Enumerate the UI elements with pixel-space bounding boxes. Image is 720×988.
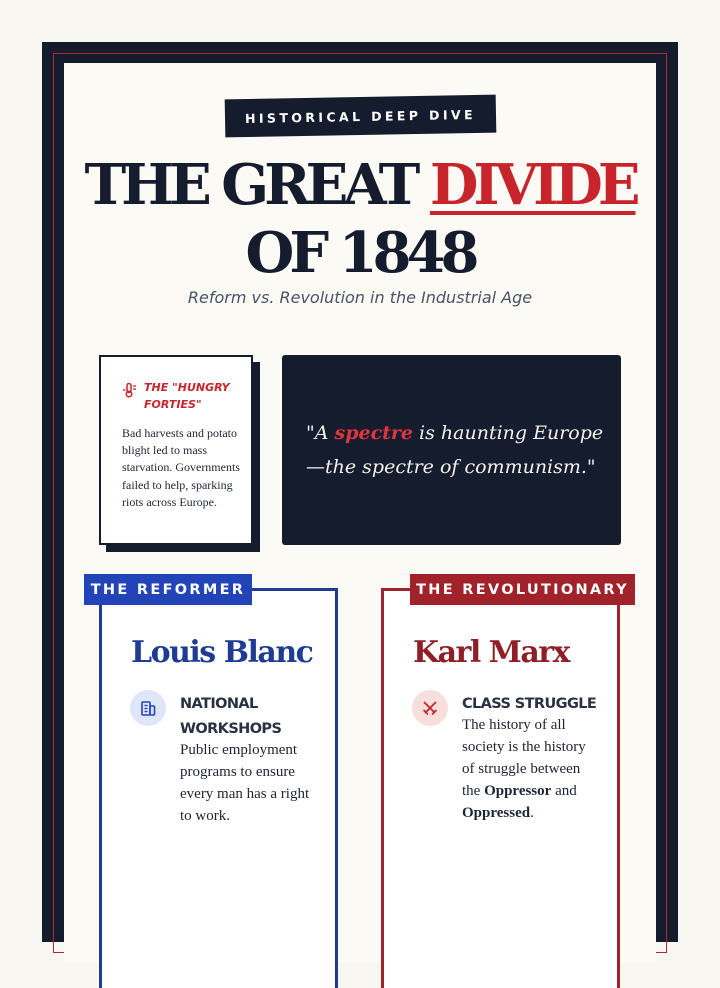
quote-after: is haunting Europe —the spectre of communism.": [306, 422, 604, 478]
reformer-name: Louis Blanc: [131, 635, 313, 670]
title-highlight: DIVIDE: [429, 152, 636, 218]
reformer-point-title: NATIONAL WORKSHOPS: [180, 696, 282, 737]
fact-card-title: THE "HUNGRY FORTIES": [144, 381, 230, 411]
page-title: [0, 150, 720, 220]
revolutionary-body-intro: The history of all society is the history of struggle between the: [462, 717, 586, 799]
building-icon-glyph: [139, 699, 157, 717]
reformer-point-body: Public employment programs to ensure every man has a right to work.: [180, 742, 310, 824]
crossed-swords-glyph: [421, 699, 439, 717]
revolutionary-body-end: .: [530, 805, 534, 821]
revolutionary-name: Karl Marx: [413, 635, 569, 670]
quote-before: "A: [306, 422, 335, 444]
revolutionary-body-and: and: [551, 783, 577, 799]
revolutionary-tag: THE REVOLUTIONARY: [410, 574, 635, 605]
page-title-line2: OF 1848: [245, 220, 475, 286]
fact-card-header: [122, 379, 241, 413]
kicker-label: HISTORICAL DEEP DIVE: [225, 95, 497, 138]
reformer-tag: THE REFORMER: [84, 574, 252, 605]
fact-card: [99, 355, 253, 545]
revolutionary-point-body: [462, 714, 597, 824]
revolutionary-point-title: CLASS STRUGGLE: [462, 696, 597, 712]
building-icon: [130, 690, 166, 726]
quote-highlight: spectre: [334, 422, 414, 444]
title-part1: THE GREAT: [84, 152, 430, 218]
fact-card-body: Bad harvests and potato blight led to mass starvation. Governments failed to help, sparking riots across Europe.: [122, 426, 240, 509]
quote-panel: [282, 355, 621, 545]
term-oppressor: Oppressor: [484, 783, 552, 799]
thermometer-icon: [122, 382, 138, 398]
crossed-swords-icon: [412, 690, 448, 726]
term-oppressed: Oppressed: [462, 805, 531, 821]
page-subtitle: Reform vs. Revolution in the Industrial Age: [187, 288, 533, 307]
quote-text: [306, 416, 621, 484]
